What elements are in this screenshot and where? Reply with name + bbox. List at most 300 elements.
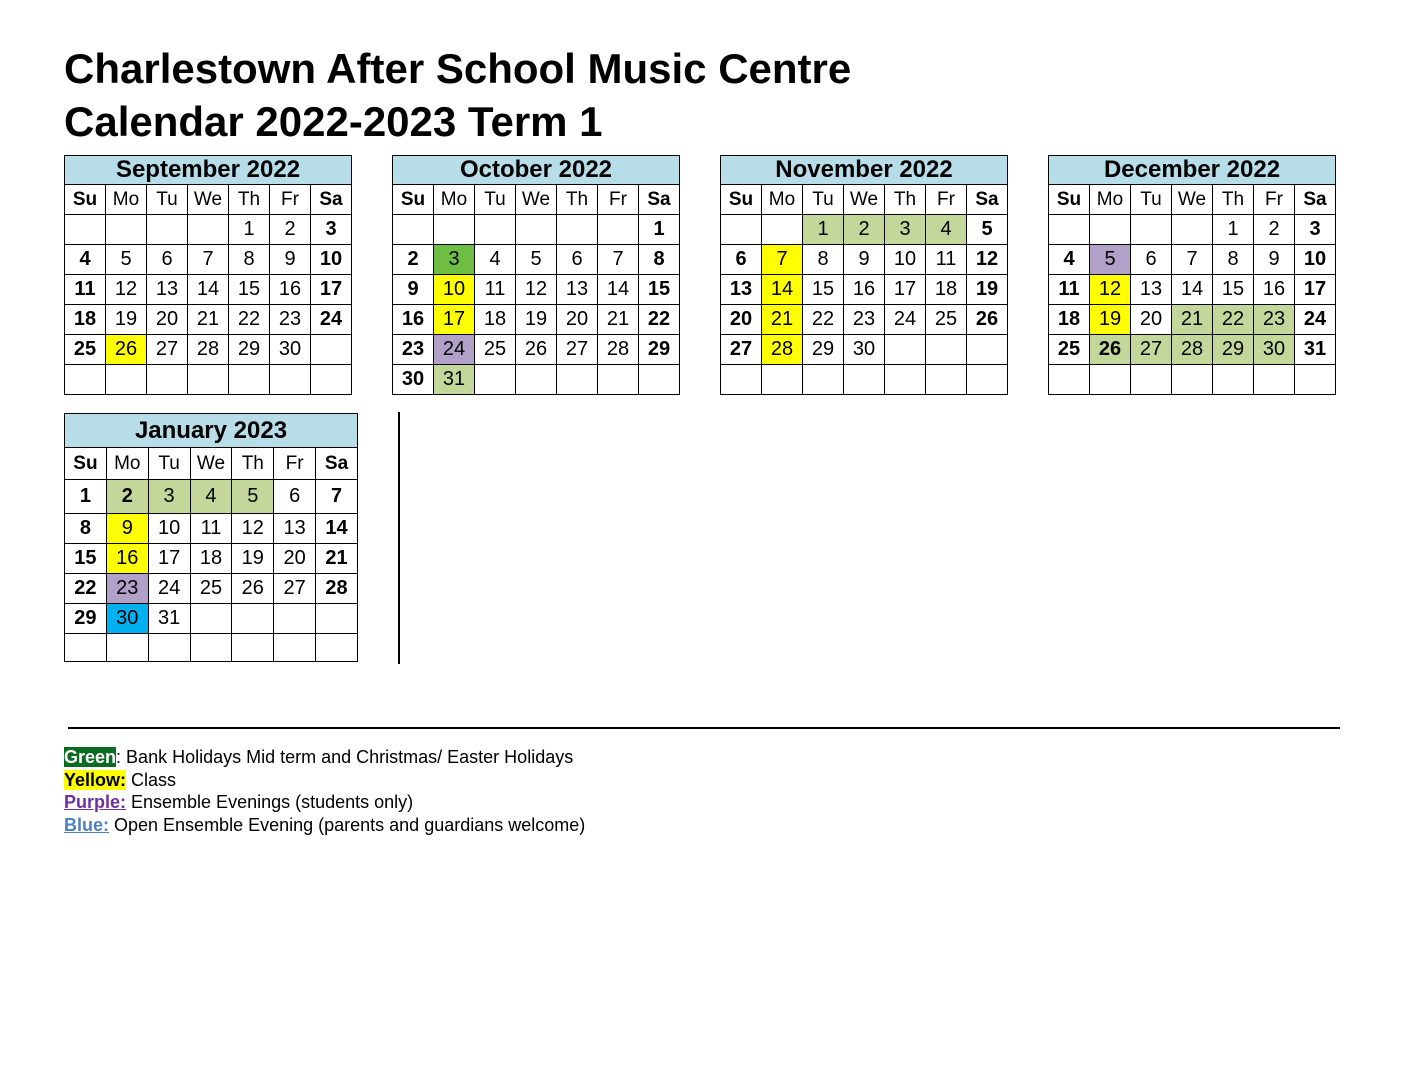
day-cell: 15: [639, 275, 680, 305]
day-cell: 7: [188, 245, 229, 275]
day-cell: 29: [229, 335, 270, 365]
day-cell: 11: [926, 245, 967, 275]
day-cell: 23: [106, 574, 148, 604]
empty-day-cell: [516, 365, 557, 395]
day-cell: 13: [721, 275, 762, 305]
empty-day-cell: [106, 365, 147, 395]
day-cell: 9: [106, 514, 148, 544]
week-row: [65, 544, 358, 574]
weekday-header: Fr: [926, 185, 967, 215]
empty-day-cell: [967, 335, 1008, 365]
weekday-header: Th: [557, 185, 598, 215]
day-cell: 7: [316, 480, 358, 514]
legend-key-green: Green: [64, 747, 117, 767]
day-cell: 10: [148, 514, 190, 544]
weekday-header: Su: [393, 185, 434, 215]
day-cell: 13: [1131, 275, 1172, 305]
vertical-divider: [398, 412, 400, 664]
empty-day-cell: [1131, 365, 1172, 395]
day-cell: 6: [147, 245, 188, 275]
empty-day-cell: [311, 365, 352, 395]
week-row: [65, 634, 358, 662]
day-cell: 6: [274, 480, 316, 514]
day-cell: 11: [1049, 275, 1090, 305]
weekday-header: Fr: [598, 185, 639, 215]
day-cell: 8: [1213, 245, 1254, 275]
day-cell: 30: [393, 365, 434, 395]
day-cell: 4: [926, 215, 967, 245]
day-cell: 22: [639, 305, 680, 335]
day-cell: 17: [148, 544, 190, 574]
day-cell: 30: [844, 335, 885, 365]
legend: [64, 746, 585, 836]
weekday-header: Sa: [967, 185, 1008, 215]
legend-text: Bank Holidays Mid term and Christmas/ Easter Holidays: [121, 747, 574, 767]
empty-day-cell: [1090, 215, 1131, 245]
empty-day-cell: [1254, 365, 1295, 395]
empty-day-cell: [65, 215, 106, 245]
day-cell: 20: [274, 544, 316, 574]
day-cell: 7: [598, 245, 639, 275]
day-cell: 19: [516, 305, 557, 335]
weekday-header: Th: [1213, 185, 1254, 215]
week-row: [1049, 275, 1336, 305]
day-cell: 29: [639, 335, 680, 365]
day-cell: 18: [475, 305, 516, 335]
day-cell: 28: [598, 335, 639, 365]
weekday-header: Mo: [106, 448, 148, 480]
day-cell: 3: [434, 245, 475, 275]
month-title: September 2022: [65, 156, 352, 185]
page-title: Charlestown After School Music Centre: [64, 45, 852, 92]
day-cell: 20: [721, 305, 762, 335]
weekday-header: Fr: [274, 448, 316, 480]
day-cell: 16: [270, 275, 311, 305]
week-row: [721, 365, 1008, 395]
day-cell: 25: [190, 574, 232, 604]
week-row: [1049, 215, 1336, 245]
day-cell: 25: [1049, 335, 1090, 365]
empty-day-cell: [557, 215, 598, 245]
week-row: [65, 574, 358, 604]
day-cell: 18: [926, 275, 967, 305]
day-cell: 10: [311, 245, 352, 275]
day-cell: 1: [803, 215, 844, 245]
day-cell: 31: [148, 604, 190, 634]
weekday-header: Sa: [1295, 185, 1336, 215]
day-cell: 24: [434, 335, 475, 365]
day-cell: 8: [65, 514, 107, 544]
empty-day-cell: [190, 604, 232, 634]
day-cell: 14: [316, 514, 358, 544]
day-cell: 28: [188, 335, 229, 365]
legend-text: Class: [126, 769, 177, 790]
weekday-header: Tu: [1131, 185, 1172, 215]
empty-day-cell: [65, 634, 107, 662]
day-cell: 9: [393, 275, 434, 305]
day-cell: 12: [516, 275, 557, 305]
day-cell: 2: [270, 215, 311, 245]
day-cell: 1: [639, 215, 680, 245]
weekday-header: Su: [721, 185, 762, 215]
day-cell: 31: [434, 365, 475, 395]
day-cell: 3: [885, 215, 926, 245]
week-row: [1049, 245, 1336, 275]
empty-day-cell: [598, 215, 639, 245]
week-row: [65, 305, 352, 335]
empty-day-cell: [229, 365, 270, 395]
day-cell: 19: [967, 275, 1008, 305]
day-cell: 22: [65, 574, 107, 604]
day-cell: 17: [885, 275, 926, 305]
month-calendar-october: [392, 155, 680, 395]
day-cell: 10: [434, 275, 475, 305]
empty-day-cell: [188, 365, 229, 395]
day-cell: 27: [557, 335, 598, 365]
day-cell: 11: [475, 275, 516, 305]
weekday-header: Mo: [762, 185, 803, 215]
empty-day-cell: [639, 365, 680, 395]
empty-day-cell: [557, 365, 598, 395]
empty-day-cell: [475, 215, 516, 245]
day-cell: 18: [190, 544, 232, 574]
legend-key-yellow: Yellow:: [64, 769, 127, 790]
day-cell: 28: [1172, 335, 1213, 365]
day-cell: 7: [762, 245, 803, 275]
weekday-header: Sa: [311, 185, 352, 215]
empty-day-cell: [316, 634, 358, 662]
month-calendar-december: [1048, 155, 1336, 395]
day-cell: 19: [1090, 305, 1131, 335]
empty-day-cell: [434, 215, 475, 245]
day-cell: 1: [65, 480, 107, 514]
empty-day-cell: [926, 335, 967, 365]
empty-day-cell: [1213, 365, 1254, 395]
day-cell: 23: [393, 335, 434, 365]
week-row: [393, 335, 680, 365]
day-cell: 8: [229, 245, 270, 275]
day-cell: 20: [1131, 305, 1172, 335]
day-cell: 24: [311, 305, 352, 335]
day-cell: 8: [803, 245, 844, 275]
legend-text: Open Ensemble Evening (parents and guardians welcome): [109, 814, 586, 835]
day-cell: 11: [190, 514, 232, 544]
week-row: [65, 480, 358, 514]
day-cell: 5: [232, 480, 274, 514]
day-cell: 3: [311, 215, 352, 245]
day-cell: 17: [434, 305, 475, 335]
day-cell: 29: [65, 604, 107, 634]
empty-day-cell: [1049, 215, 1090, 245]
day-cell: 27: [274, 574, 316, 604]
week-row: [65, 335, 352, 365]
day-cell: 12: [232, 514, 274, 544]
day-cell: 3: [1295, 215, 1336, 245]
empty-day-cell: [1172, 215, 1213, 245]
week-row: [65, 245, 352, 275]
day-cell: 30: [270, 335, 311, 365]
day-cell: 12: [967, 245, 1008, 275]
empty-day-cell: [926, 365, 967, 395]
empty-day-cell: [1172, 365, 1213, 395]
day-cell: 28: [316, 574, 358, 604]
empty-day-cell: [316, 604, 358, 634]
weekday-header: We: [1172, 185, 1213, 215]
weekday-header: Tu: [147, 185, 188, 215]
day-cell: 13: [557, 275, 598, 305]
day-cell: 9: [844, 245, 885, 275]
weekday-header: Th: [885, 185, 926, 215]
empty-day-cell: [762, 215, 803, 245]
legend-sep: :: [116, 747, 122, 767]
day-cell: 24: [1295, 305, 1336, 335]
empty-day-cell: [274, 604, 316, 634]
day-cell: 1: [229, 215, 270, 245]
month-title: January 2023: [65, 414, 358, 448]
weekday-header: Fr: [1254, 185, 1295, 215]
empty-day-cell: [885, 335, 926, 365]
day-cell: 24: [148, 574, 190, 604]
empty-day-cell: [106, 215, 147, 245]
legend-row-yellow: [64, 769, 585, 792]
empty-day-cell: [516, 215, 557, 245]
empty-day-cell: [393, 215, 434, 245]
weekday-header: Su: [65, 448, 107, 480]
day-cell: 10: [885, 245, 926, 275]
day-cell: 17: [311, 275, 352, 305]
day-cell: 4: [190, 480, 232, 514]
day-cell: 26: [106, 335, 147, 365]
week-row: [393, 245, 680, 275]
month-title: November 2022: [721, 156, 1008, 185]
day-cell: 20: [557, 305, 598, 335]
day-cell: 6: [557, 245, 598, 275]
day-cell: 16: [1254, 275, 1295, 305]
weekday-header: We: [188, 185, 229, 215]
day-cell: 25: [65, 335, 106, 365]
day-cell: 9: [270, 245, 311, 275]
week-row: [1049, 365, 1336, 395]
empty-day-cell: [844, 365, 885, 395]
empty-day-cell: [885, 365, 926, 395]
empty-day-cell: [1131, 215, 1172, 245]
day-cell: 2: [106, 480, 148, 514]
day-cell: 27: [1131, 335, 1172, 365]
week-row: [65, 215, 352, 245]
empty-day-cell: [188, 215, 229, 245]
day-cell: 26: [232, 574, 274, 604]
empty-day-cell: [65, 365, 106, 395]
day-cell: 14: [762, 275, 803, 305]
weekday-header: Th: [229, 185, 270, 215]
legend-row-green: [64, 746, 585, 769]
week-row: [721, 305, 1008, 335]
day-cell: 26: [1090, 335, 1131, 365]
legend-key-blue: Blue:: [64, 814, 109, 835]
day-cell: 23: [1254, 305, 1295, 335]
day-cell: 8: [639, 245, 680, 275]
day-cell: 29: [803, 335, 844, 365]
week-row: [393, 275, 680, 305]
day-cell: 21: [598, 305, 639, 335]
weekday-header: Sa: [316, 448, 358, 480]
empty-day-cell: [803, 365, 844, 395]
day-cell: 15: [803, 275, 844, 305]
month-calendar-january: [64, 413, 358, 662]
weekday-header: Mo: [106, 185, 147, 215]
day-cell: 27: [721, 335, 762, 365]
legend-row-blue: [64, 814, 585, 837]
week-row: [393, 365, 680, 395]
day-cell: 28: [762, 335, 803, 365]
weekday-header: Tu: [475, 185, 516, 215]
day-cell: 22: [803, 305, 844, 335]
day-cell: 4: [65, 245, 106, 275]
day-cell: 7: [1172, 245, 1213, 275]
day-cell: 13: [147, 275, 188, 305]
week-row: [393, 305, 680, 335]
day-cell: 11: [65, 275, 106, 305]
week-row: [1049, 335, 1336, 365]
day-cell: 23: [270, 305, 311, 335]
day-cell: 29: [1213, 335, 1254, 365]
empty-day-cell: [147, 215, 188, 245]
day-cell: 14: [1172, 275, 1213, 305]
day-cell: 19: [106, 305, 147, 335]
day-cell: 2: [393, 245, 434, 275]
empty-day-cell: [270, 365, 311, 395]
week-row: [721, 215, 1008, 245]
empty-day-cell: [106, 634, 148, 662]
day-cell: 18: [1049, 305, 1090, 335]
day-cell: 12: [106, 275, 147, 305]
empty-day-cell: [721, 365, 762, 395]
weekday-header: Tu: [148, 448, 190, 480]
day-cell: 17: [1295, 275, 1336, 305]
day-cell: 31: [1295, 335, 1336, 365]
day-cell: 21: [316, 544, 358, 574]
day-cell: 15: [65, 544, 107, 574]
empty-day-cell: [475, 365, 516, 395]
week-row: [721, 275, 1008, 305]
day-cell: 18: [65, 305, 106, 335]
empty-day-cell: [1295, 365, 1336, 395]
empty-day-cell: [190, 634, 232, 662]
day-cell: 4: [1049, 245, 1090, 275]
month-calendar-september: [64, 155, 352, 395]
month-title: October 2022: [393, 156, 680, 185]
legend-text: Ensemble Evenings (students only): [126, 792, 414, 812]
weekday-header: Mo: [1090, 185, 1131, 215]
page-subtitle: Calendar 2022-2023 Term 1: [64, 98, 603, 145]
empty-day-cell: [1049, 365, 1090, 395]
day-cell: 5: [1090, 245, 1131, 275]
month-title: December 2022: [1049, 156, 1336, 185]
week-row: [721, 335, 1008, 365]
day-cell: 26: [516, 335, 557, 365]
day-cell: 20: [147, 305, 188, 335]
weekday-header: Sa: [639, 185, 680, 215]
day-cell: 1: [1213, 215, 1254, 245]
weekday-header: Th: [232, 448, 274, 480]
empty-day-cell: [967, 365, 1008, 395]
day-cell: 21: [1172, 305, 1213, 335]
day-cell: 15: [1213, 275, 1254, 305]
day-cell: 21: [188, 305, 229, 335]
day-cell: 16: [393, 305, 434, 335]
day-cell: 6: [721, 245, 762, 275]
empty-day-cell: [274, 634, 316, 662]
day-cell: 25: [475, 335, 516, 365]
week-row: [393, 215, 680, 245]
empty-day-cell: [1090, 365, 1131, 395]
legend-key-purple: Purple:: [64, 792, 127, 812]
day-cell: 4: [475, 245, 516, 275]
weekday-header: Su: [65, 185, 106, 215]
day-cell: 16: [844, 275, 885, 305]
horizontal-divider: [68, 727, 1340, 729]
day-cell: 9: [1254, 245, 1295, 275]
day-cell: 30: [106, 604, 148, 634]
day-cell: 15: [229, 275, 270, 305]
weekday-header: We: [844, 185, 885, 215]
day-cell: 10: [1295, 245, 1336, 275]
weekday-header: Mo: [434, 185, 475, 215]
week-row: [721, 245, 1008, 275]
empty-day-cell: [148, 634, 190, 662]
day-cell: 13: [274, 514, 316, 544]
day-cell: 26: [967, 305, 1008, 335]
week-row: [1049, 305, 1336, 335]
day-cell: 14: [188, 275, 229, 305]
week-row: [65, 514, 358, 544]
day-cell: 25: [926, 305, 967, 335]
weekday-header: We: [190, 448, 232, 480]
month-calendar-november: [720, 155, 1008, 395]
day-cell: 23: [844, 305, 885, 335]
day-cell: 21: [762, 305, 803, 335]
legend-row-purple: [64, 791, 585, 814]
week-row: [65, 365, 352, 395]
weekday-header: We: [516, 185, 557, 215]
day-cell: 6: [1131, 245, 1172, 275]
week-row: [65, 604, 358, 634]
empty-day-cell: [147, 365, 188, 395]
empty-day-cell: [311, 335, 352, 365]
day-cell: 22: [229, 305, 270, 335]
day-cell: 2: [1254, 215, 1295, 245]
weekday-header: Fr: [270, 185, 311, 215]
day-cell: 5: [516, 245, 557, 275]
day-cell: 12: [1090, 275, 1131, 305]
empty-day-cell: [762, 365, 803, 395]
day-cell: 3: [148, 480, 190, 514]
day-cell: 22: [1213, 305, 1254, 335]
day-cell: 30: [1254, 335, 1295, 365]
day-cell: 24: [885, 305, 926, 335]
day-cell: 19: [232, 544, 274, 574]
day-cell: 16: [106, 544, 148, 574]
day-cell: 27: [147, 335, 188, 365]
week-row: [65, 275, 352, 305]
day-cell: 5: [106, 245, 147, 275]
empty-day-cell: [232, 634, 274, 662]
day-cell: 2: [844, 215, 885, 245]
empty-day-cell: [721, 215, 762, 245]
empty-day-cell: [232, 604, 274, 634]
weekday-header: Tu: [803, 185, 844, 215]
empty-day-cell: [598, 365, 639, 395]
